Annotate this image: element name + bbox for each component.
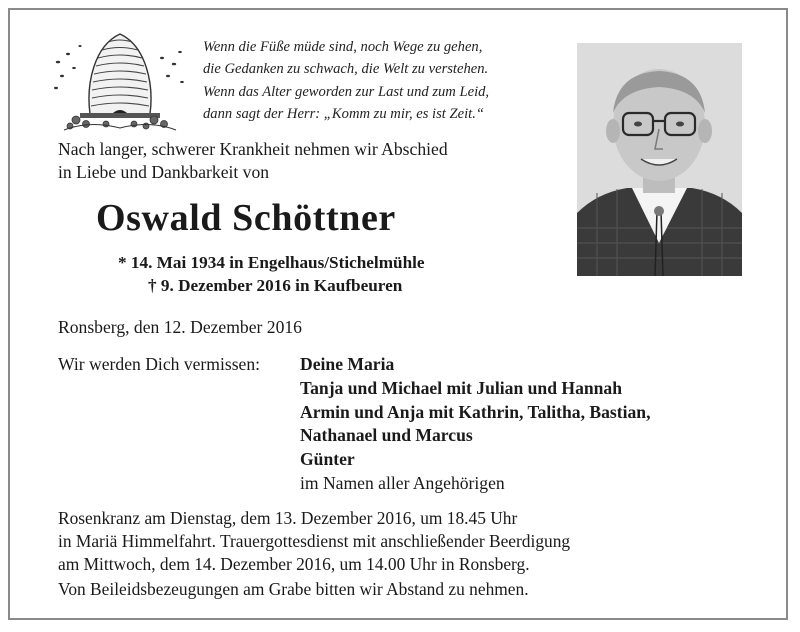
service-line: am Mittwoch, dem 14. Dezember 2016, um 14.00 Uhr in Ronsberg. bbox=[58, 554, 530, 574]
deceased-name: Oswald Schöttner bbox=[96, 197, 396, 239]
beehive-icon bbox=[50, 24, 190, 132]
mourner-line: Nathanael und Marcus bbox=[300, 425, 473, 446]
poem-line: dann sagt der Herr: „Komm zu mir, es ist Zeit.“ bbox=[203, 105, 484, 122]
mourner-line: Tanja und Michael mit Julian und Hannah bbox=[300, 377, 623, 398]
poem-line: Wenn das Alter geworden zur Last und zum Leid, bbox=[203, 83, 490, 100]
intro-text bbox=[58, 138, 558, 184]
service-line: Rosenkranz am Dienstag, dem 13. Dezember 2016, um 18.45 Uhr bbox=[58, 508, 518, 528]
poem-line: Wenn die Füße müde sind, noch Wege zu gehen, bbox=[203, 39, 483, 55]
place-date: Ronsberg, den 12. Dezember 2016 bbox=[58, 317, 302, 337]
mourner-line: Günter bbox=[300, 449, 355, 470]
condolence-note: Von Beileidsbezeugungen am Grabe bitten wir Abstand zu nehmen. bbox=[58, 579, 529, 599]
intro-line: in Liebe und Dankbarkeit von bbox=[58, 162, 270, 182]
poem bbox=[203, 36, 573, 125]
death-date: † 9. Dezember 2016 in Kaufbeuren bbox=[148, 276, 403, 295]
service-line: in Mariä Himmelfahrt. Trauergottesdienst mit anschließender Beerdigung bbox=[58, 531, 571, 551]
portrait-photo bbox=[577, 43, 742, 276]
life-dates bbox=[118, 251, 425, 297]
birth-date: * 14. Mai 1934 in Engelhaus/Stichelmühle bbox=[118, 253, 425, 272]
intro-line: Nach langer, schwerer Krankheit nehmen wir Abschied bbox=[58, 139, 448, 159]
service-info bbox=[58, 507, 570, 576]
mourner-line: Armin und Anja mit Kathrin, Talitha, Bastian, bbox=[300, 401, 651, 422]
mourner-line: Deine Maria bbox=[300, 354, 395, 374]
mourners-list bbox=[300, 353, 651, 496]
poem-line: die Gedanken zu schwach, die Welt zu verstehen. bbox=[203, 61, 489, 78]
mourners-closing: im Namen aller Angehörigen bbox=[300, 472, 505, 493]
mourners-label: Wir werden Dich vermissen: bbox=[58, 354, 261, 374]
